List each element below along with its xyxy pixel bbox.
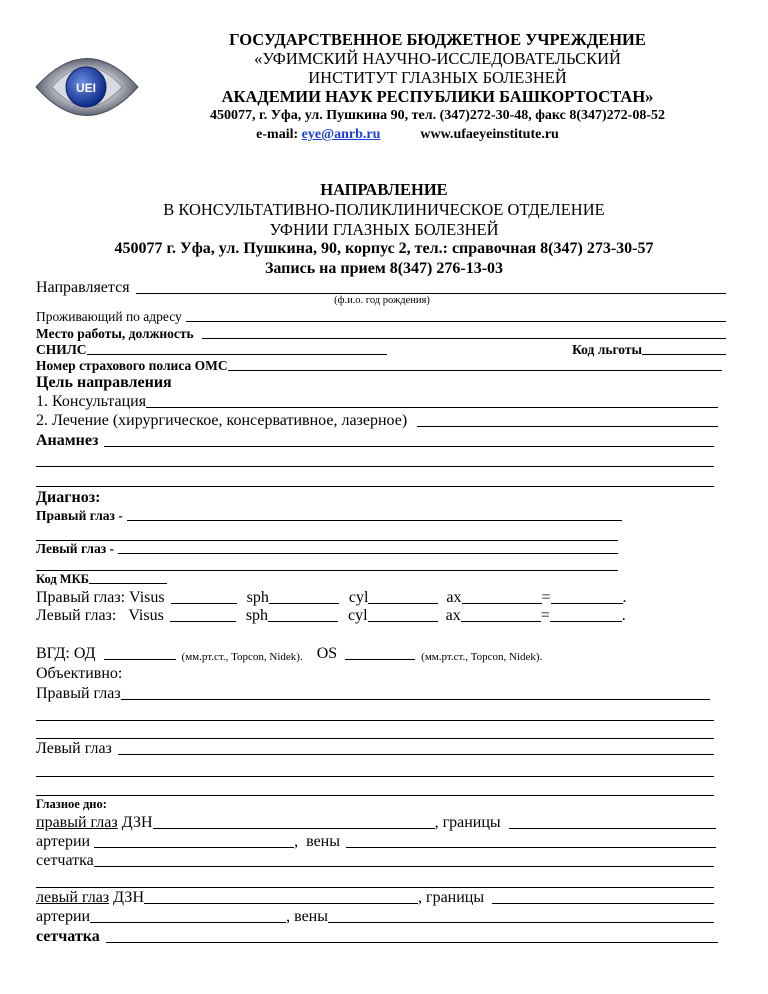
objective-left-line-3[interactable]: [36, 795, 714, 796]
field-anamnesis[interactable]: [36, 432, 714, 450]
label-fundus-right: правый глаз: [36, 814, 118, 831]
fundus-right-row-1[interactable]: [36, 814, 716, 832]
label-anamnesis: Анамнез: [36, 432, 99, 449]
institute-header: [150, 30, 725, 144]
label-objective-right: Правый глаз: [36, 685, 121, 702]
field-mkb[interactable]: [36, 572, 726, 587]
vgd-hint-od: (мм.рт.ст., Topcon, Nidek): [181, 651, 300, 663]
label-eq: =: [541, 589, 551, 606]
label-visus-right: Правый глаз: Visus: [36, 589, 165, 606]
field-work[interactable]: [36, 326, 726, 342]
anamnesis-line-2[interactable]: [36, 466, 714, 467]
label-directed: Направляется: [36, 279, 130, 296]
label-fundus-left: левый глаз: [36, 889, 110, 906]
fundus-left-row-3[interactable]: [36, 928, 718, 946]
purpose-heading: [36, 374, 726, 392]
label-arteries-right: артерии: [36, 833, 91, 850]
label-visus-left: Левый глаз: Visus: [36, 607, 164, 624]
label-arteries-left: артерии: [36, 908, 91, 925]
doc-subtitle-1: В КОНСУЛЬТАТИВНО-ПОЛИКЛИНИЧЕСКОЕ ОТДЕЛЕНИЕ: [163, 200, 605, 219]
label-retina-right: сетчатка: [36, 852, 94, 869]
objective-right-line-2[interactable]: [36, 720, 714, 721]
label-mkb: Код МКБ: [36, 572, 89, 586]
label-ax: ax: [446, 589, 462, 606]
diagnosis-heading: [36, 489, 726, 507]
label-dzn-right: ДЗН: [121, 814, 153, 831]
field-address[interactable]: [36, 309, 726, 325]
doc-title: НАПРАВЛЕНИЕ: [320, 180, 448, 199]
anamnesis-line-3[interactable]: [36, 486, 714, 487]
clinic-address: 450077 г. Уфа, ул. Пушкина, 90, корпус 2, тел.: справочная 8(347) 273-30-57: [114, 240, 654, 257]
header-line-4: АКАДЕМИИ НАУК РЕСПУБЛИКИ БАШКОРТОСТАН»: [221, 87, 654, 106]
label-veins-left: , вены: [286, 908, 328, 925]
label-os: OS: [316, 645, 338, 662]
field-left-eye-diagnosis[interactable]: [36, 541, 618, 557]
label-borders-left: , границы: [418, 889, 485, 906]
label-borders-right: , границы: [434, 814, 501, 831]
label-purpose-2: 2. Лечение (хирургическое, консервативное, лазерное): [36, 412, 408, 429]
visus-right-row[interactable]: [36, 589, 726, 607]
label-work: Место работы, должность: [36, 326, 194, 341]
label-address: Проживающий по адресу: [36, 309, 182, 324]
vgd-row[interactable]: ВГД: ОД (мм.рт.ст., Topcon, Nidek) . OS (мм.рт.ст., Topcon, Nidek) .: [36, 645, 543, 663]
fundus-left-row-1[interactable]: [36, 889, 714, 907]
website: www.ufaeyeinstitute.ru: [420, 127, 559, 142]
label-dzn-left: ДЗН: [113, 889, 144, 906]
field-purpose-2[interactable]: [36, 412, 718, 430]
label-fundus: Глазное дно:: [36, 797, 107, 811]
header-contacts: [150, 125, 725, 144]
label-sph: sph: [246, 589, 269, 606]
fundus-heading: [36, 797, 726, 812]
header-line-2: «УФИМСКИЙ НАУЧНО-ИССЛЕДОВАТЕЛЬСКИЙ: [254, 49, 621, 68]
field-objective-right-eye[interactable]: [36, 685, 710, 703]
label-policy: Номер страхового полиса ОМС: [36, 358, 228, 373]
label-diagnosis: Диагноз:: [36, 489, 101, 506]
label-retina-left: сетчатка: [36, 928, 100, 945]
objective-right-line-3[interactable]: [36, 738, 714, 739]
fundus-right-row-3[interactable]: [36, 852, 714, 870]
objective-heading: [36, 665, 726, 683]
label-objective-left: Левый глаз: [36, 740, 112, 757]
label-snils: СНИЛС: [36, 342, 87, 357]
field-objective-left-eye[interactable]: [36, 740, 714, 758]
label-cyl-left: cyl: [348, 607, 368, 624]
label-purpose-1: 1. Консультация: [36, 393, 147, 410]
label-objective: Объективно:: [36, 665, 123, 682]
field-purpose-1[interactable]: [36, 393, 718, 411]
objective-left-line-2[interactable]: [36, 776, 714, 777]
logo-text: UEI: [75, 81, 97, 95]
header-line-1: ГОСУДАРСТВЕННОЕ БЮДЖЕТНОЕ УЧРЕЖДЕНИЕ: [229, 30, 646, 49]
visus-left-row[interactable]: [36, 607, 726, 625]
header-line-3: ИНСТИТУТ ГЛАЗНЫХ БОЛЕЗНЕЙ: [308, 68, 567, 87]
label-purpose: Цель направления: [36, 374, 172, 391]
header-address: 450077, г. Уфа, ул. Пушкина 90, тел. (347)272-30-48, факс 8(347)272-08-52: [209, 108, 665, 123]
field-right-eye-diagnosis[interactable]: [36, 508, 622, 524]
doc-subtitle-2: УФНИИ ГЛАЗНЫХ БОЛЕЗНЕЙ: [269, 220, 499, 239]
fio-hint: (ф.и.о. год рождения): [334, 295, 430, 306]
fundus-right-line-4[interactable]: [36, 887, 714, 888]
fundus-right-row-2[interactable]: [36, 833, 716, 851]
appointment-phone: Запись на прием 8(347) 276-13-03: [264, 260, 504, 277]
label-left-eye-dash: Левый глаз -: [36, 541, 115, 556]
label-eq-left: =: [540, 607, 550, 624]
label-dot: .: [622, 589, 627, 606]
label-benefit: Код льготы: [572, 342, 642, 357]
label-veins-right: , вены: [294, 833, 340, 850]
label-right-eye-dash: Правый глаз -: [36, 508, 123, 523]
field-snils[interactable]: [36, 342, 726, 358]
fundus-left-row-2[interactable]: [36, 908, 714, 926]
email-label: e-mail:: [256, 127, 302, 142]
field-policy[interactable]: [36, 358, 722, 374]
institute-logo: [34, 38, 140, 136]
vgd-hint-os: (мм.рт.ст., Topcon, Nidek): [421, 651, 540, 663]
left-eye-diagnosis-line-2[interactable]: [36, 570, 618, 571]
label-sph-left: sph: [245, 607, 269, 624]
label-dot-left: .: [621, 607, 626, 624]
label-cyl: cyl: [348, 589, 369, 606]
email-link[interactable]: eye@anrb.ru: [301, 127, 381, 142]
label-vgd: ВГД: ОД: [36, 645, 96, 662]
label-ax-left: ax: [445, 607, 461, 624]
